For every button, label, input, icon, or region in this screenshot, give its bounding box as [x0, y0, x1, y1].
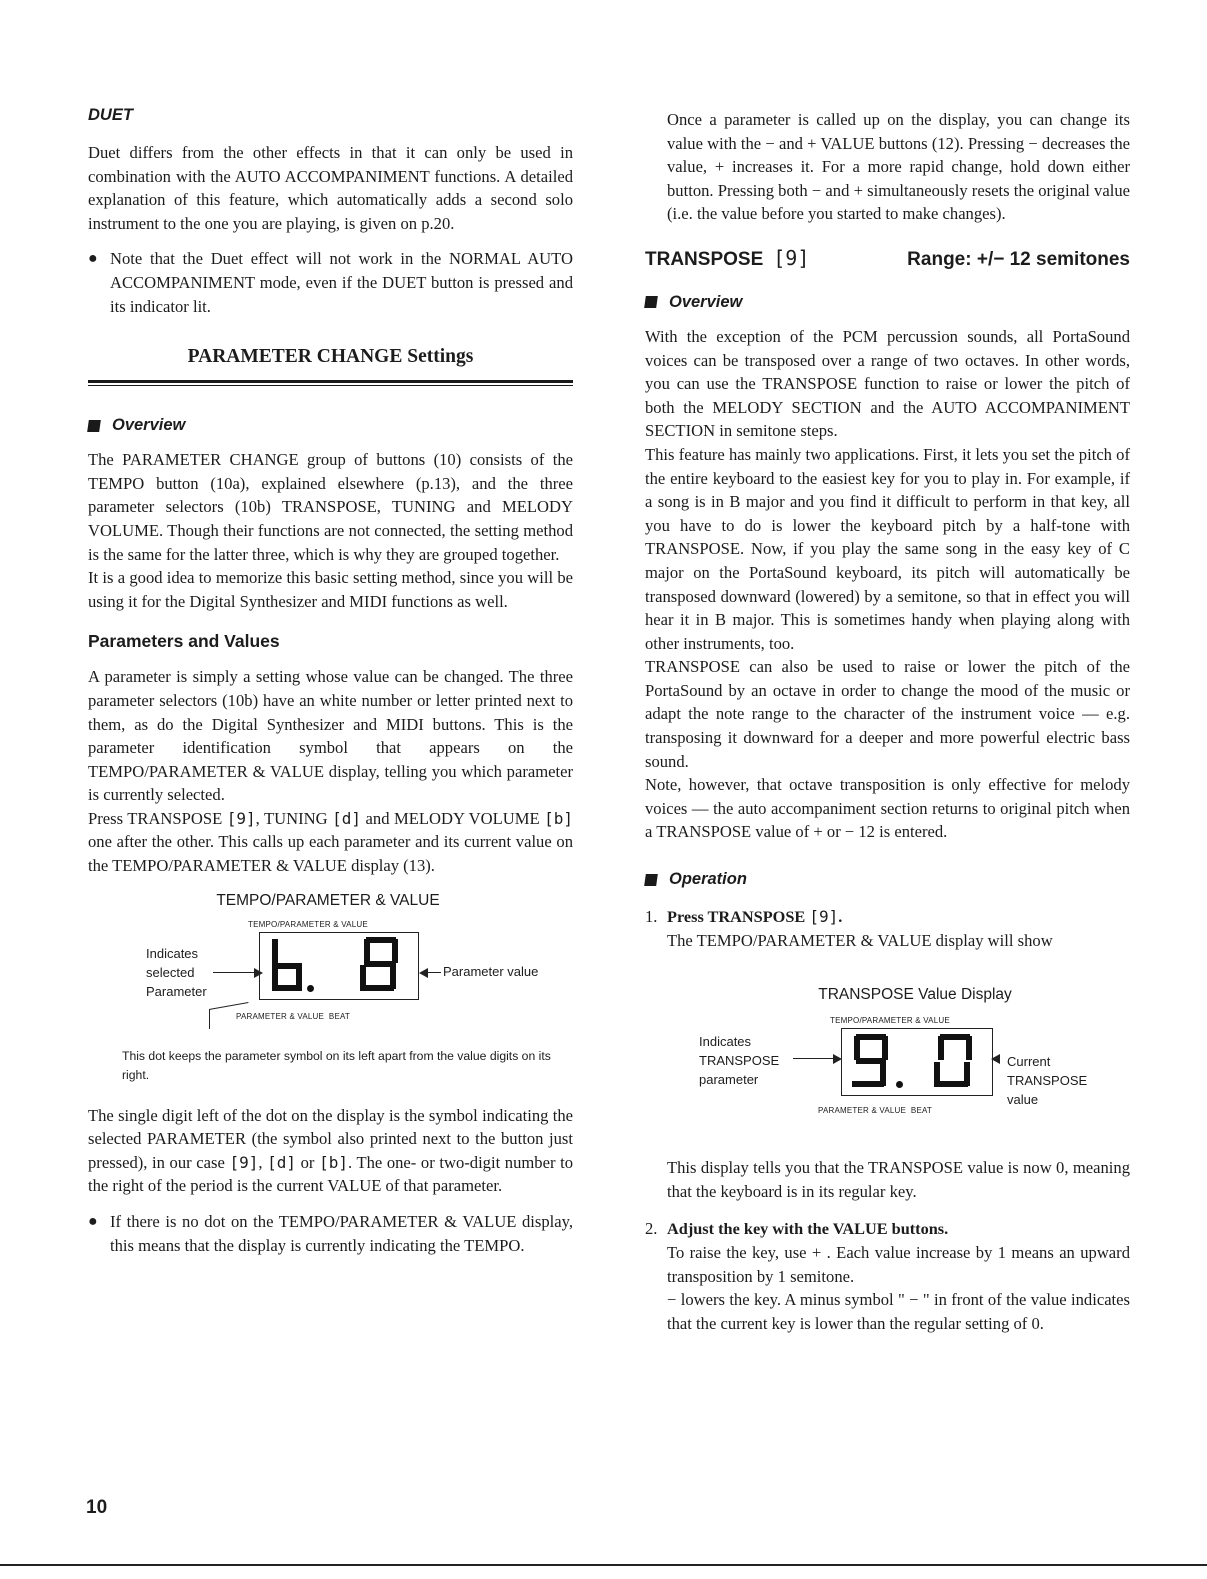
left-arrow [793, 1058, 837, 1059]
title-rule-thin [88, 385, 573, 386]
params-values-para1: A parameter is simply a setting whose value can be changed. The three parameter selectors (10b) have an white number or letter printed next to them, as do the Digital Synthesizer and MIDI buttons. This is the parameter identification symbol that appears on the TEMPO/PARAMETER & VALUE display, telling you which parameter is currently selected. [88, 667, 573, 805]
lcd-display [259, 932, 419, 1000]
transpose-para1: With the exception of the PCM percussion sounds, all PortaSound voices can be transposed over a range of two octaves. In other words, you can use the TRANSPOSE function to raise or lower the pitch of both the MELODY SECTION and the AUTO ACCOMPANIMENT SECTION in semitone steps. [645, 326, 1130, 441]
step-1: 1. Press TRANSPOSE [9]. The TEMPO/PARAMETER & VALUE display will show [645, 905, 1130, 952]
dot-pointer-line [209, 1009, 210, 1029]
right-arrow [426, 972, 441, 973]
left-arrow [213, 972, 259, 973]
lcd-top-label: TEMPO/PARAMETER & VALUE [830, 1016, 950, 1026]
right-arrowhead-icon [991, 1054, 1000, 1064]
left-label: Indicates TRANSPOSE parameter [699, 1034, 780, 1088]
left-column [88, 100, 573, 1257]
transpose-symbol: [9] [773, 245, 810, 270]
step-1-text: The TEMPO/PARAMETER & VALUE display will show [667, 930, 1053, 950]
transpose-para2: This feature has mainly two applications. First, it lets you set the pitch of the entire keyboard to the easiest key for you to play in. For example, if a song is in B major and you find it difficult to perform in that key, all you have to do is lower the keyboard pitch by a half-tone with TRANSPOSE. Now, if you play the same song in the easy key of C major on the PortaSound keyboard, its pitch will automatically be transposed downward (lowered) by a semitone, so that in effect you will hear it in B major. This is sometimes handy when playing along with other instruments, too. [645, 444, 1130, 653]
tempo-note-text: If there is no dot on the TEMPO/PARAMETER & VALUE display, this means that the display is currently indicating the TEMPO. [110, 1212, 573, 1255]
duet-paragraph: Duet differs from the other effects in that it can only be used in combination with the AUTO ACCOMPANIMENT functions. A detailed explanation of this feature, which automatically adds a second solo instrument to the one you are playing, is given on p.20. [88, 143, 573, 233]
step-2-title: Adjust the key with the VALUE buttons. [667, 1219, 949, 1239]
param-change-para2: It is a good idea to memorize this basic setting method, since you will be using it for the Digital Synthesizer and MIDI functions as well. [88, 568, 573, 611]
right-label: Current TRANSPOSE value [1007, 1054, 1088, 1108]
transpose-range: Range: +/− 12 semitones [907, 248, 1130, 270]
operation-heading: Operation [645, 870, 1130, 889]
symbol-b: [b] [544, 808, 574, 828]
left-label: Indicates selected Parameter [146, 945, 207, 999]
tempo-parameter-figure [88, 892, 573, 1092]
transpose-value-figure [645, 972, 1130, 1152]
duet-note-text: Note that the Duet effect will not work in the NORMAL AUTO ACCOMPANIMENT mode, even if the DUET button is pressed and its indicator lit. [110, 249, 573, 316]
param-change-para1: The PARAMETER CHANGE group of buttons (10) consists of the TEMPO button (10a), explained elsewhere (p.13), and the three parameter selectors (10b) TRANSPOSE, TUNING and MELODY VOLUME. Though their functions are not connected, the setting method is the same for the latter three, which is why they are grouped together. [88, 450, 573, 564]
right-arrowhead-icon [419, 968, 428, 978]
params-values-heading: Parameters and Values [88, 631, 280, 652]
title-rule-thick [88, 380, 573, 383]
step-1-after: This display tells you that the TRANSPOSE value is now 0, meaning that the keyboard is in its regular key. [667, 1158, 1130, 1201]
bullet-dot: ● [88, 250, 98, 268]
params-values-para2: Press TRANSPOSE [9], TUNING [d] and MELODY VOLUME [b] one after the other. This calls up each parameter and its current value on the TEMPO/PARAMETER & VALUE display (13). [88, 808, 574, 876]
step-1-title: Press TRANSPOSE [9]. [667, 907, 843, 927]
bullet-dot: ● [88, 1213, 98, 1231]
dot-pointer-line-h [209, 1002, 249, 1010]
overview-heading-left: Overview [88, 416, 573, 435]
separator-dot [896, 1081, 903, 1088]
parameter-change-title: PARAMETER CHANGE Settings [187, 346, 474, 368]
value-buttons-intro: Once a parameter is called up on the display, you can change its value with the − and + VALUE buttons (12). Pressing − decreases the value, + increases it. For a more rapid change, hold down either button. Pressing both − and + simultaneously resets the original value (i.e. the value before you started to make changes). [667, 110, 1130, 224]
transpose-heading: TRANSPOSE [9] Range: +/− 12 semitones [645, 245, 1130, 270]
step-2-para2: − lowers the key. A minus symbol " − " in front of the value indicates that the current key is lower than the regular setting of 0. [667, 1290, 1130, 1333]
page-number: 10 [86, 1497, 108, 1518]
lcd-display [841, 1028, 993, 1096]
duet-note [88, 247, 573, 318]
square-bullet-icon [87, 420, 101, 432]
after-figure-para: The single digit left of the dot on the display is the symbol indicating the selected PARAMETER (the symbol also printed next to the button just pressed), in our case [9], [d] or [b]. The one- or two-digit number to the right of the period is the current VALUE of that parameter. [88, 1105, 574, 1196]
tempo-note [88, 1210, 573, 1257]
step-2-para1: To raise the key, use + . Each value increase by 1 means an upward transposition by 1 semitone. [667, 1243, 1130, 1286]
parameter-change-section [88, 346, 573, 386]
lcd-bottom-label: PARAMETER & VALUE BEAT [818, 1106, 933, 1116]
right-label: Parameter value [443, 963, 539, 979]
right-column [645, 100, 1130, 1335]
symbol-9: [9] [226, 808, 256, 828]
figure-caption: This dot keeps the parameter symbol on its left apart from the value digits on its right. [122, 1048, 551, 1082]
overview-heading-right: Overview [645, 293, 1130, 312]
step-2: 2. Adjust the key with the VALUE buttons. To raise the key, use + . Each value increase by 1 means an upward transposition by 1 semitone. − lowers the key. A minus symbol " − " in front of the value indicates that the current key is lower than the regular setting of 0. [645, 1217, 1130, 1335]
symbol-d: [d] [332, 808, 362, 828]
figure-title: TRANSPOSE Value Display [818, 986, 1012, 1004]
square-bullet-icon [644, 296, 658, 308]
separator-dot [307, 985, 314, 992]
figure-title: TEMPO/PARAMETER & VALUE [216, 891, 440, 909]
duet-heading: DUET [88, 106, 133, 124]
lcd-bottom-label: PARAMETER & VALUE BEAT [236, 1011, 351, 1021]
bottom-rule [0, 1564, 1207, 1566]
lcd-top-label: TEMPO/PARAMETER & VALUE [248, 919, 368, 929]
transpose-para3: TRANSPOSE can also be used to raise or lower the pitch of the PortaSound by an octave in order to change the mood of the music or adapt the note range to the character of the instrument voice — e.g. transposing it downward for a deeper and more powerful electric bass sound. [645, 657, 1130, 771]
square-bullet-icon [644, 874, 658, 886]
transpose-para4: Note, however, that octave transposition is only effective for melody voices — the auto accompaniment section returns to original pitch when a TRANSPOSE value of + or − 12 is entered. [645, 775, 1130, 842]
